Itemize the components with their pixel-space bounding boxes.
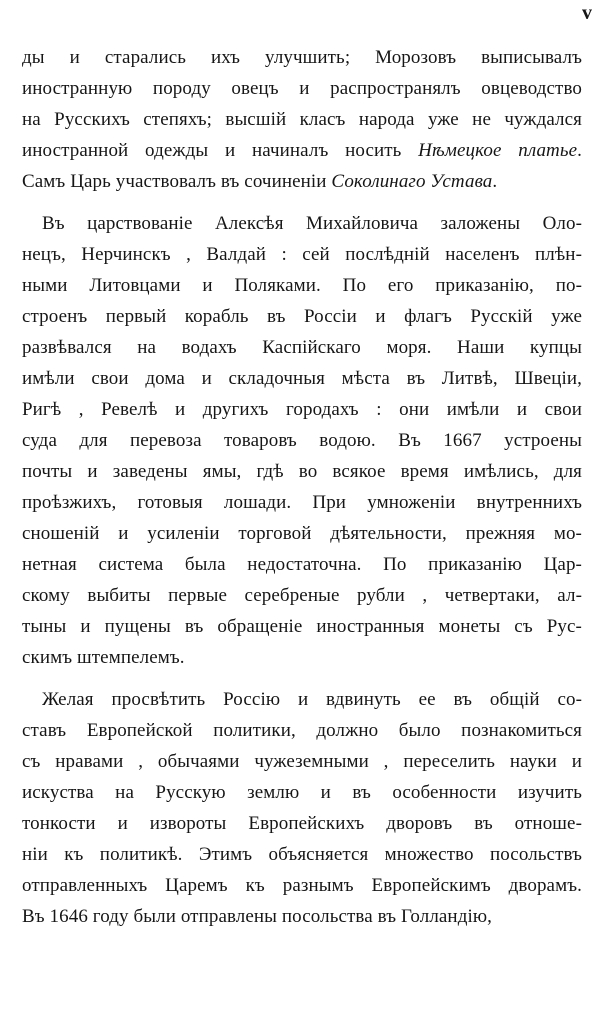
text-line [22,42,582,73]
paragraph [22,42,582,197]
text-line [22,425,582,456]
text-line [22,518,582,549]
text-run: на Русскихъ степяхъ; высшій класъ народа уже не чуждался [22,109,582,130]
text-line [22,487,582,518]
text-run: имѣли свои дома и складочныя мѣста въ Литвѣ, Швеціи, [22,368,582,389]
text-run: ставъ Европейской политики, должно было познакомиться [22,720,582,741]
text-line [22,394,582,425]
text-line [22,239,582,270]
text-line [22,166,582,197]
text-run: Въ 1646 году были отправлены посольства въ Голландію, [22,906,492,927]
text-run: скимъ штемпелемъ. [22,647,185,668]
text-run: проѣзжихъ, готовыя лошади. При умноженіи внутреннихъ [22,492,582,513]
text-run: нетная система была недостаточна. По приказанію Цар- [22,554,582,575]
text-line [22,746,582,777]
text-line [22,777,582,808]
text-line [22,549,582,580]
text-line [22,580,582,611]
body-text [22,42,582,932]
text-run: Ригѣ , Ревелѣ и другихъ городахъ : они имѣли и свои [22,399,582,420]
text-line [22,901,582,932]
text-run: тыны и пущены въ обращеніе иностранныя монеты съ Рус- [22,616,582,637]
text-line [22,642,582,673]
text-line [22,715,582,746]
text-line [22,332,582,363]
text-run: Самъ Царь участвовалъ въ сочиненіи [22,171,332,192]
text-line [22,73,582,104]
text-run: нецъ, Нерчинскъ , Валдай : сей послѣдній населенъ плѣн- [22,244,582,265]
text-line [22,870,582,901]
text-line [22,684,582,715]
text-run: . [577,140,583,161]
text-run: ными Литовцами и Поляками. По его приказанію, по- [22,275,582,296]
text-line [22,611,582,642]
text-run: сношеній и усиленіи торговой дѣятельности, прежняя мо- [22,523,582,544]
italic-text: Соколинаго Устава [331,171,493,192]
text-run: отправленныхъ Царемъ къ разнымъ Европейскимъ дворамъ. [22,875,582,896]
text-run: Въ царствованіе Алексѣя Михайловича заложены Оло- [42,213,582,234]
text-run: ніи къ политикѣ. Этимъ объясняется множество посольствъ [22,844,582,865]
text-run: иностранной одежды и начиналъ носить [22,140,419,161]
text-line [22,363,582,394]
text-line [22,456,582,487]
text-run: суда для перевоза товаровъ водою. Въ 1667 устроены [22,430,582,451]
text-line [22,808,582,839]
text-line [22,270,582,301]
text-run: почты и заведены ямы, гдѣ во всякое время имѣлись, для [22,461,582,482]
text-line [22,208,582,239]
text-run: . [492,171,498,192]
text-run: развѣвался на водахъ Каспійскаго моря. Наши купцы [22,337,582,358]
page-number: v [582,2,592,24]
italic-text: Нѣмецкое платье [418,140,578,161]
paragraph [22,208,582,673]
text-run: строенъ первый корабль въ Россіи и флагъ Русскій уже [22,306,582,327]
text-run: ды и старались ихъ улучшить; Морозовъ выписывалъ [22,47,582,68]
text-run: иностранную породу овецъ и распространялъ овцеводство [22,78,582,99]
text-line [22,104,582,135]
text-run: тонкости и извороты Европейскихъ дворовъ въ отноше- [22,813,582,834]
text-line [22,135,582,166]
text-run: съ нравами , обычаями чужеземными , переселить науки и [22,751,582,772]
text-run: Желая просвѣтить Россію и вдвинуть ее въ общій со- [42,689,582,710]
text-line [22,301,582,332]
paragraph [22,684,582,932]
text-run: искуства на Русскую землю и въ особенности изучить [22,782,582,803]
text-run: скому выбиты первые серебреные рубли , четвертаки, ал- [22,585,582,606]
text-line [22,839,582,870]
